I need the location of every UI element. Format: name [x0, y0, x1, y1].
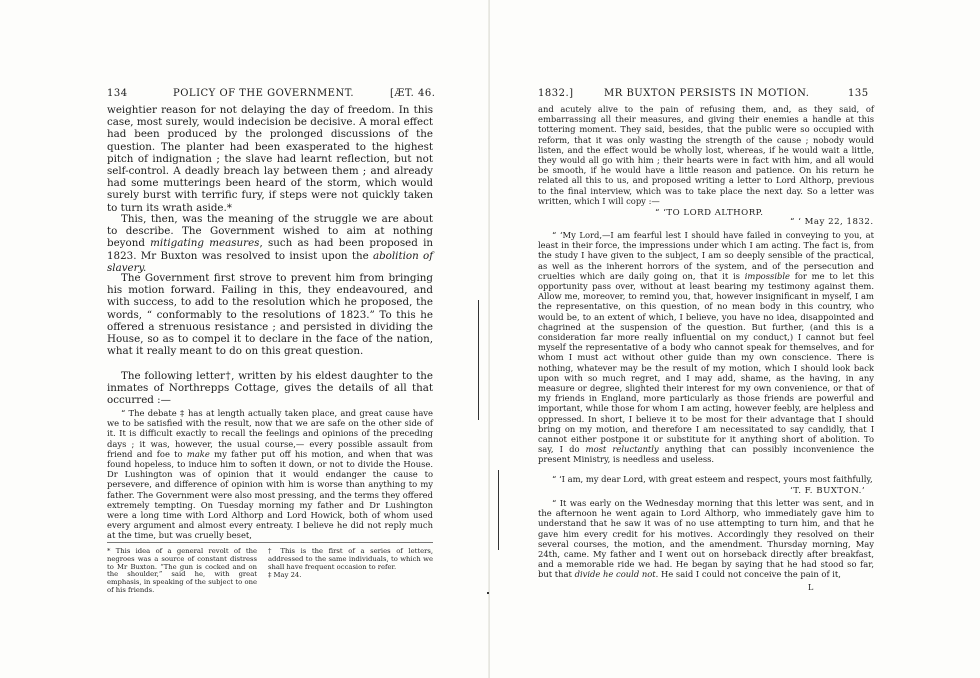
right-running-head: MR BUXTON PERSISTS IN MOTION.: [604, 88, 810, 99]
letter-heading: “ ‘TO LORD ALTHORP.: [655, 208, 764, 218]
left-para-2: This, then, was the meaning of the struggle we are about to describe. The Government wished to aim at nothing beyond mitigating measures, such as had been proposed in 1823. Mr Buxton was resolved to insist upon the abolition of slavery.: [107, 213, 433, 274]
letter-date: “ ‘ May 22, 1832.: [790, 217, 874, 227]
letter-signature: ‘T. F. BUXTON.’: [790, 486, 866, 496]
scan-mark: [478, 300, 479, 420]
right-year: 1832.]: [538, 88, 574, 99]
footnote-3: ‡ May 24.: [268, 571, 302, 579]
footnote-2: † This is the first of a series of letters, addressed to the same individuals, to which we shall have frequent occasion to refer.: [268, 547, 433, 571]
left-running-head: POLICY OF THE GOVERNMENT.: [173, 88, 355, 99]
scan-mark: [487, 592, 489, 594]
signature-mark: L: [808, 583, 814, 592]
left-letter-text: “ The debate ‡ has at length actually taken place, and great cause have we to be satisfied with the result, now that we are safe on the other side of it. It is difficult exactly to recall the feelings and opinions of the preceding days ; it was, however, the usual course,— every possible assault from friend and foe to make my father put off his motion, and when that was found hopeless, to induce him to soften it down, or not to divide the House. Dr Lushington was of opinion that it would endanger the cause to persevere, and difference of opinion with him is worse than anything to my father. The Government were also most pressing, and the terms they offered extremely tempting. On Tuesday morning my father and Dr Lushington were a long time with Lord Althorp and Lord Howick, both of whom used every argument and almost every entreaty. I believe he did not reply much at the time, but was cruelly beset,: [107, 408, 433, 541]
letter-body: “ ‘My Lord,—I am fearful lest I should have failed in conveying to you, at least in their force, the impressions under which I am acting. The fact is, from the study I have given to the subject, I am so deeply sensible of the practical, as well as the inherent horrors of the system, and of the persecution and cruelties which are daily going on, that it is impossible for me to let this opportunity pass over, without at least bearing my testimony against them. Allow me, moreover, to remind you, that, however insignificant in myself, I am the representative, on this question, of no mean body in this country, who would be, to an extent of which, I believe, you have no idea, disappointed and chagrined at the suspension of the question. But further, (and this is a consideration far more really influential on my conduct,) I cannot but feel myself the representative of a body who cannot speak for themselves, and for whom I must act without other guide than my own conscience. There is nothing, whatever may be the result of my motion, which I should look back upon with so much regret, and I may add, shame, as the having, in any measure or degree, slighted their interest for my own convenience, or that of my friends in England, more particularly as those friends are powerful and important, while those for whom I am acting, however feebly, are helpless and oppressed. In short, I believe it to be most for their advantage that I should bring on my motion, and therefore I am necessitated to say candidly, that I cannot either postpone it or substitute for it anything short of abolition. To say, I do most reluctantly anything that can possibly inconvenience the present Ministry, is needless and useless.: [538, 230, 875, 465]
footnote-1: * This idea of a general revolt of the negroes was a source of constant distress to Mr Buxton. “The gun is cocked and on the shoulder,” said he, with great emphasis, in speaking of the subject to one of his friends.: [107, 547, 257, 594]
left-para-4: The following letter†, written by his eldest daughter to the inmates of Northrepps Cottage, gives the details of all that occurred :—: [107, 370, 433, 407]
letter-closing: “ ‘I am, my dear Lord, with great esteem and respect, yours most faithfully,: [552, 474, 873, 484]
left-aetatis: [ÆT. 46.: [390, 88, 436, 99]
right-page: [490, 0, 980, 678]
right-para-1: and acutely alive to the pain of refusing them, and, as they said, of embarrassing all their measures, and giving their enemies a handle at this tottering moment. They said, besides, that the public were so occupied with reform, that it was only wasting the strength of the cause ; nobody would listen, and the effect would be wholly lost, whereas, if he would wait a little, they would all go with him ; their hearts were in fact with him, and all would be smooth, if he would have a little reason and patience. On his return he related all this to us, and proposed writing a letter to Lord Althorp, previous to the final interview, which was to take place the next day. So a letter was written, which I will copy :—: [538, 104, 874, 206]
right-para-2: “ It was early on the Wednesday morning that this letter was sent, and in the afternoon he went again to Lord Althorp, who immediately gave him to understand that he saw it was of no use attempting to turn him, and that he gave him every credit for his motives. Accordingly they resolved on their several courses, the motion, and the amendment. Thursday morning, May 24th, came. My father and I went out on horseback directly after breakfast, and a memorable ride we had. He began by saying that he had stood so far, but that divide he could not. He said I could not conceive the pain of it,: [538, 498, 874, 580]
left-para-1: weightier reason for not delaying the day of freedom. In this case, most surely, would indecision be decisive. A moral effect had been produced by the prolonged discussions of the question. The planter had been exasperated to the highest pitch of indignation ; the slave had learnt reflection, but not self-control. A deadly breach lay between them ; and already had some mutterings been heard of the storm, which would surely burst with terrific fury, if steps were not quickly taken to turn its wrath aside.*: [107, 104, 433, 214]
right-page-number: 135: [848, 88, 869, 99]
left-page-number: 134: [107, 88, 128, 99]
footnote-rule: [107, 542, 433, 543]
left-para-3: The Government first strove to prevent him from bringing his motion forward. Failing in this, they endeavoured, and with success, to add to the resolution which he proposed, the words, “ conformably to the resolutions of 1823.” To this he offered a strenuous resistance ; and persisted in dividing the House, so as to compel it to declare in the face of the nation, what it really meant to do on this great question.: [107, 272, 433, 358]
